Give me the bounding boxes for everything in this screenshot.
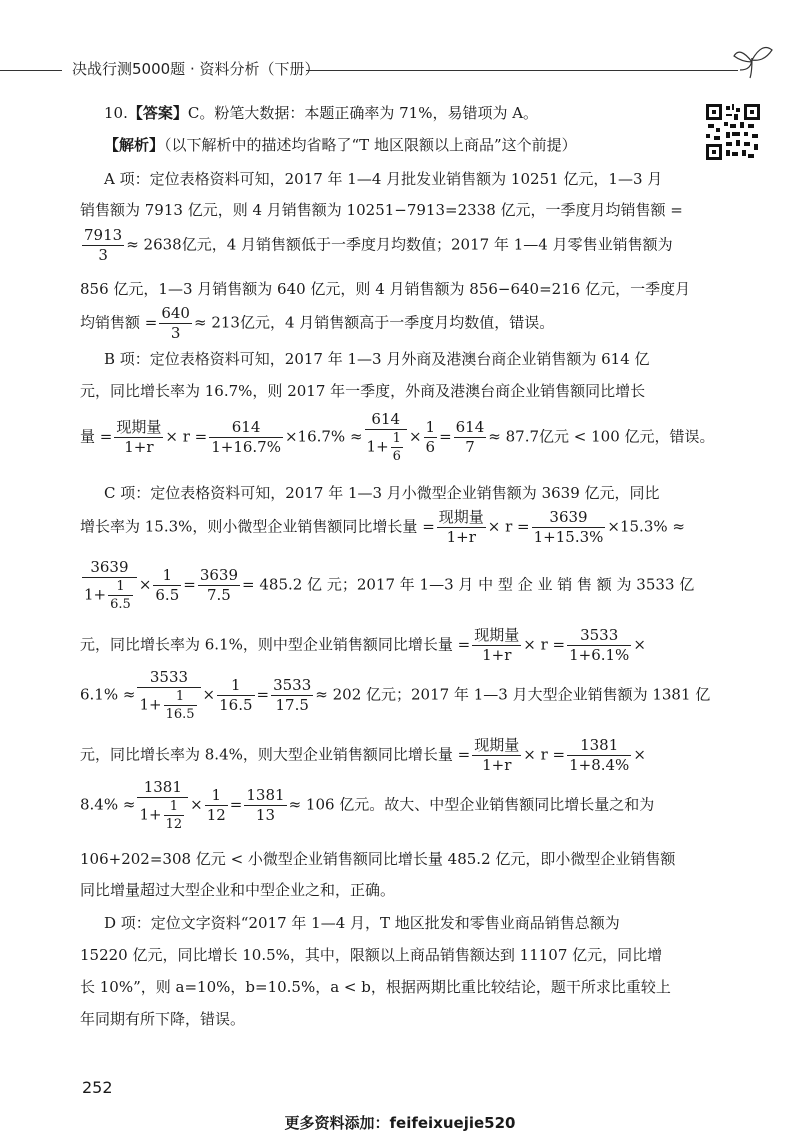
option-b-line-3: 量 = $\frac{\text{现期量}}{1+r}$ × r = $\frac{614}{1+16.7\%}$ ×16.7% ≈ 614 1+ $\frac{1}{6}$ × $\frac{1}{6}$ = $\frac{614}{7}$ ≈ 87.7亿元 < 100 亿元，错误。: [80, 410, 715, 464]
fraction: $\frac{\text{现期量}}{1+r}$: [474, 736, 520, 774]
answer-line: [104, 106, 538, 121]
analysis-line: [104, 138, 577, 153]
analysis-note: （以下解析中的描述均省略了“T 地区限额以上商品”这个前提）: [164, 136, 577, 154]
fraction: $\frac{614}{7}$: [455, 418, 485, 456]
running-header: [0, 54, 800, 84]
option-c-line-1: C 项：定位表格资料可知，2017 年 1—3 月小微型企业销售额为 3639 亿元，同比: [104, 484, 660, 502]
option-a-line-2: 销售额为 7913 亿元，则 4 月销售额为 10251−7913=2338 亿元，一季度月均销售额 =: [80, 201, 683, 219]
option-b-line-1: B 项：定位表格资料可知，2017 年 1—3 月外商及港澳台商企业销售额为 614 亿: [104, 350, 650, 368]
fraction: $\frac{3533}{17.5}$: [273, 676, 312, 714]
analysis-label: 【解析】: [104, 136, 165, 154]
question-number: 10.: [104, 104, 128, 122]
option-c-line-8: 106+202=308 亿元 < 小微型企业销售额同比增长量 485.2 亿元，即小微型企业销售额: [80, 850, 676, 868]
option-a-line-5: 均销售额 = $\frac{640}{3}$ ≈ 213亿元，4 月销售额高于一季度月均数值，错误。: [80, 304, 555, 342]
sprout-icon: [730, 40, 776, 80]
option-a-line-3: $\frac{7913}{3}$ ≈ 2638亿元，4 月销售额低于一季度月均数值；2017 年 1—4 月零售业销售额为: [84, 226, 673, 264]
book-title: 决战行测5000题 · 资料分析（下册）: [72, 60, 320, 78]
fraction: $\frac{\text{现期量}}{1+r}$: [116, 418, 162, 456]
header-rule-left: [0, 70, 62, 71]
option-b-line-2: 元，同比增长率为 16.7%，则 2017 年一季度，外商及港澳台商企业销售额同比增长: [80, 382, 646, 400]
fraction: $\frac{1}{6}$: [425, 418, 436, 456]
fraction: $\frac{\text{现期量}}{1+r}$: [474, 626, 520, 664]
qr-code-icon: [706, 104, 760, 160]
fraction: $\frac{3639}{1+15.3\%}$: [533, 508, 604, 546]
fraction: $\frac{3533}{1+6.1\%}$: [569, 626, 630, 664]
fraction: $\frac{640}{3}$: [161, 304, 190, 342]
compound-fraction: 1381 1+ $\frac{1}{12}$: [137, 780, 188, 831]
fraction: $\frac{1381}{1+8.4\%}$: [569, 736, 630, 774]
footer-contact: 更多资料添加：feifeixuejie520: [284, 1114, 516, 1132]
page-number: 252: [82, 1078, 113, 1097]
fraction: $\frac{3639}{7.5}$: [199, 566, 239, 604]
answer-label: 【答案】: [127, 104, 188, 122]
option-c-line-6: 元，同比增长率为 8.4%，则大型企业销售额同比增长量 = $\frac{\text{现期量}}{1+r}$ × r = $\frac{1381}{1+8.4\%}$ ×: [80, 736, 646, 774]
fraction: $\frac{1381}{13}$: [246, 786, 285, 824]
option-a-line-4: 856 亿元，1—3 月销售额为 640 亿元，则 4 月销售额为 856−640=216 亿元，一季度月: [80, 280, 691, 298]
option-d-line-1: D 项：定位文字资料“2017 年 1—4 月，T 地区批发和零售业商品销售总额为: [104, 914, 620, 932]
option-c-line-9: 同比增量超过大型企业和中型企业之和，正确。: [80, 881, 396, 899]
fraction: $\frac{1}{6.5}$: [155, 566, 180, 604]
answer-text: C。粉笔大数据：本题正确率为 71%，易错项为 A。: [187, 104, 539, 122]
option-c-line-7: 8.4% ≈ 1381 1+ $\frac{1}{12}$ × $\frac{1}{12}$ = $\frac{1381}{13}$ ≈ 106 亿元。故大、中型企业销售额同比增长量之和为: [80, 778, 655, 832]
compound-fraction: 614 1+ $\frac{1}{6}$: [365, 412, 407, 463]
option-c-line-3: 3639 1+ $\frac{1}{6.5}$ × $\frac{1}{6.5}$ = $\frac{3639}{7.5}$ = 485.2 亿 元；2017 年 1—3 月 中 型 企 业 销 售 额 为 3533 亿: [84, 558, 695, 612]
option-a-line-1: A 项：定位表格资料可知，2017 年 1—4 月批发业销售额为 10251 亿元，1—3 月: [104, 170, 663, 188]
option-d-line-3: 长 10%”，则 a=10%，b=10.5%，a < b，根据两期比重比较结论，题干所求比重较上: [80, 978, 671, 996]
fraction: $\frac{7913}{3}$: [84, 226, 123, 264]
fraction: $\frac{\text{现期量}}{1+r}$: [438, 508, 484, 546]
option-c-line-4: 元，同比增长率为 6.1%，则中型企业销售额同比增长量 = $\frac{\text{现期量}}{1+r}$ × r = $\frac{3533}{1+6.1\%}$ ×: [80, 626, 646, 664]
option-d-line-4: 年同期有所下降，错误。: [80, 1010, 246, 1028]
option-c-line-5: 6.1% ≈ 3533 1+ $\frac{1}{16.5}$ × $\frac{1}{16.5}$ = $\frac{3533}{17.5}$ ≈ 202 亿元；2017 年 1—3 月大型企业销售额为 1381 亿: [80, 668, 711, 722]
compound-fraction: 3639 1+ $\frac{1}{6.5}$: [82, 560, 137, 611]
fraction: $\frac{1}{12}$: [206, 786, 226, 824]
option-d-line-2: 15220 亿元，同比增长 10.5%，其中，限额以上商品销售额达到 11107 亿元，同比增: [80, 946, 663, 964]
fraction: $\frac{1}{16.5}$: [219, 676, 253, 714]
compound-fraction: 3533 1+ $\frac{1}{16.5}$: [137, 670, 200, 721]
fraction: $\frac{614}{1+16.7\%}$: [211, 418, 281, 456]
option-c-line-2: 增长率为 15.3%，则小微型企业销售额同比增长量 = $\frac{\text{现期量}}{1+r}$ × r = $\frac{3639}{1+15.3\%}$ ×15.3% ≈: [80, 508, 685, 546]
header-rule-right: [306, 70, 738, 71]
